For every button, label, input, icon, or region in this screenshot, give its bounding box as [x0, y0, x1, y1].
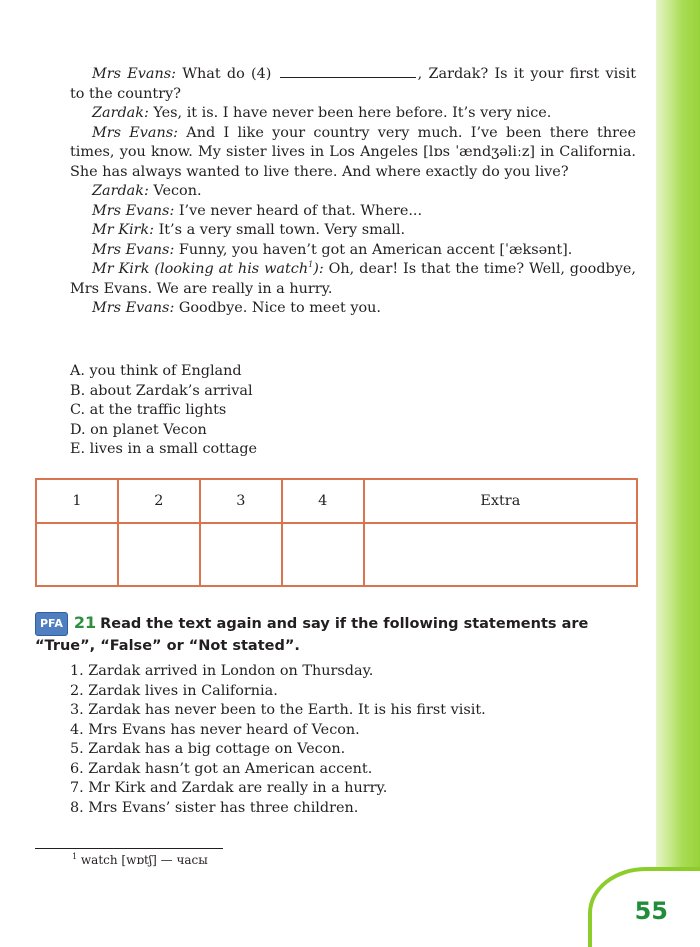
list-item: 4. Mrs Evans has never heard of Vecon. — [70, 721, 360, 738]
list-item: 7. Mr Kirk and Zardak are really in a hurry. — [70, 780, 388, 796]
answer-options — [70, 362, 636, 460]
speaker: Mrs Evans: — [92, 241, 175, 258]
page-edge-band — [656, 0, 700, 947]
answer-cell[interactable] — [36, 523, 118, 586]
speaker: Mrs Evans: — [92, 300, 175, 316]
option-item: E. lives in a small cottage — [70, 441, 258, 457]
statements-list — [70, 662, 636, 818]
table-header-cell: 2 — [118, 479, 200, 523]
option-item: A. you think of England — [70, 363, 242, 379]
option-item: B. about Zardak’s arrival — [70, 382, 253, 399]
dialogue-line: Zardak: Yes, it is. I have never been here before. It’s very nice. — [92, 105, 552, 121]
fill-in-blank — [280, 64, 416, 78]
list-item: 1. Zardak arrived in London on Thursday. — [70, 663, 374, 679]
table-header-cell: 4 — [282, 479, 364, 523]
speaker: Mr Kirk: — [92, 222, 154, 238]
footnote-text: watch [wɒtʃ] — часы — [77, 853, 208, 867]
option-item: C. at the traffic lights — [70, 402, 227, 418]
footnote-mark: 1 — [72, 852, 78, 861]
task-heading — [35, 612, 638, 656]
dialogue-line: Zardak: Vecon. — [92, 183, 202, 199]
list-item: 6. Zardak hasn’t got an American accent. — [70, 760, 373, 777]
answer-cell[interactable] — [364, 523, 637, 586]
table-header-cell: Extra — [364, 479, 637, 523]
option-item: D. on planet Vecon — [70, 421, 207, 438]
speaker: Mrs Evans: — [92, 202, 175, 219]
answer-cell[interactable] — [200, 523, 282, 586]
table-header-cell: 3 — [200, 479, 282, 523]
dialogue-line: Mrs Evans: I’ve never heard of that. Where... — [92, 202, 423, 219]
answer-cell[interactable] — [282, 523, 364, 586]
dialogue-line: Mrs Evans: Goodbye. Nice to meet you. — [92, 300, 381, 316]
task-number: 21 — [73, 613, 97, 632]
list-item: 2. Zardak lives in California. — [70, 682, 278, 699]
dialogue-line: Mr Kirk (looking at his watch$^1$): Oh, dear! Is that the time? Well, goodbye, Mrs Evans. We are really in a hurry. — [70, 260, 636, 297]
answer-cell[interactable] — [118, 523, 200, 586]
list-item: 8. Mrs Evans’ sister has three children. — [70, 799, 359, 816]
dialogue-line: Mrs Evans: Funny, you haven’t got an American accent [ˈæksənt]. — [92, 241, 573, 258]
speaker: Zardak: — [92, 183, 149, 199]
speaker: Mr Kirk (looking at his watch$^1$): — [92, 260, 324, 277]
list-item: 5. Zardak has a big cottage on Vecon. — [70, 741, 346, 757]
table-header-cell: 1 — [36, 479, 118, 523]
footnote-divider — [35, 848, 223, 849]
dialogue-line: Mrs Evans: What do (4) , Zardak? Is it your first visit to the country? — [70, 66, 636, 102]
speaker: Mrs Evans: — [92, 124, 179, 141]
page-number: 55 — [634, 897, 668, 925]
dialogue-line: Mr Kirk: It’s a very small town. Very small. — [92, 222, 406, 238]
list-item: 3. Zardak has never been to the Earth. It is his first visit. — [70, 702, 486, 718]
answer-table — [35, 478, 638, 587]
task-instruction: Read the text again and say if the following statements are “True”, “False” or “Not stated”. — [35, 616, 589, 654]
speaker: Mrs Evans: — [92, 66, 176, 82]
table-answer-row — [36, 523, 637, 586]
speaker: Zardak: — [92, 105, 149, 121]
dialogue-line: Mrs Evans: And I like your country very much. I’ve been there three times, you know. My sister lives in Los Angeles [lɒs ˈændʒəliːz] in California. She has always wanted to live there. And where exactly do you live? — [70, 124, 637, 180]
footnote — [72, 852, 208, 868]
pfa-badge: PFA — [35, 612, 68, 636]
table-header-row — [36, 479, 637, 523]
dialogue-text — [70, 64, 636, 319]
footnote-ref: 1 — [308, 260, 314, 270]
